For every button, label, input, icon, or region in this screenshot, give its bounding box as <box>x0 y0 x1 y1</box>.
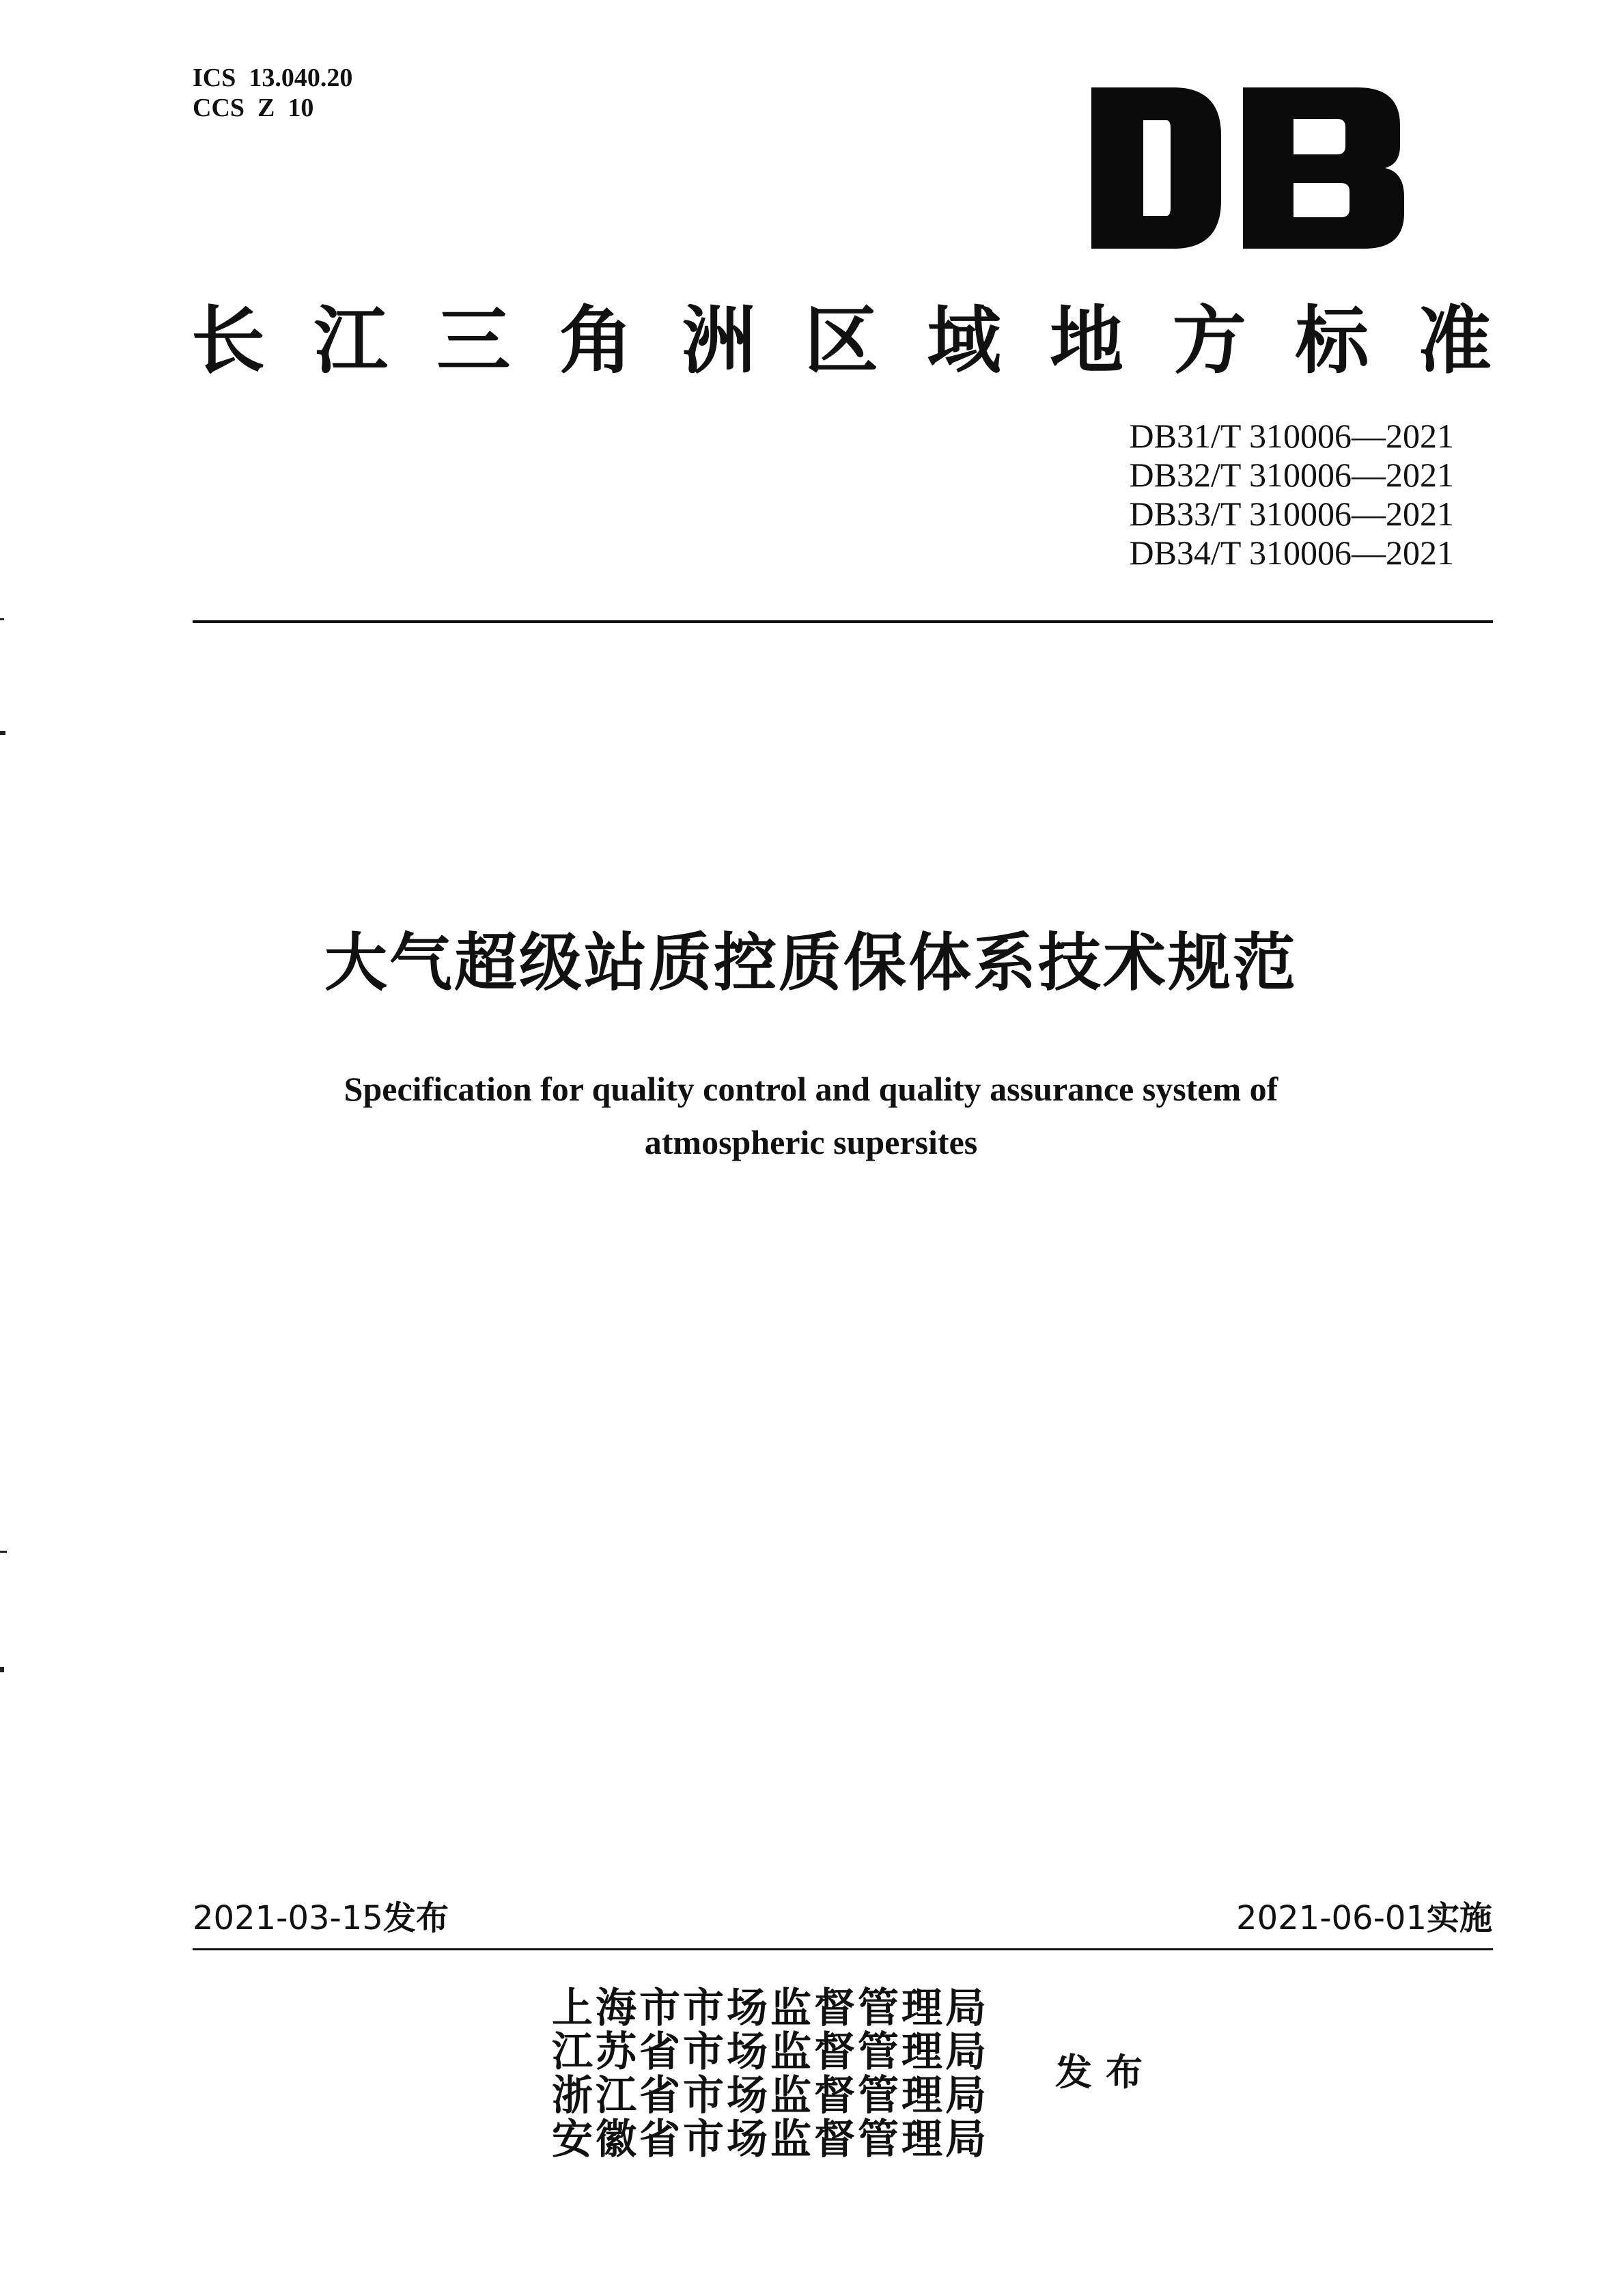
issue-label: 发布 <box>1055 2051 1156 2094</box>
issuer-shanghai: 上海市市场监督管理局 <box>552 1984 989 2032</box>
publish-date-block <box>193 1898 449 1939</box>
scan-mark <box>0 731 5 735</box>
standard-number-db33: DB33/T 310006—2021 <box>1129 495 1454 533</box>
standard-numbers <box>1130 417 1455 572</box>
title-english <box>0 1062 1622 1169</box>
footer-divider <box>193 1948 1493 1950</box>
standard-number-db32: DB32/T 310006—2021 <box>1129 456 1454 494</box>
header-divider <box>193 620 1493 623</box>
scan-mark <box>0 618 4 620</box>
title-english-line-1: Specification for quality control and quality assurance system of <box>344 1070 1278 1108</box>
standard-number-db34: DB34/T 310006—2021 <box>1129 534 1454 572</box>
publish-label: 发布 <box>382 1899 449 1937</box>
standard-number-db31: DB31/T 310006—2021 <box>1129 417 1454 455</box>
series-title-char: 江 <box>313 299 388 384</box>
publish-date: 2021-03-15 <box>193 1899 383 1937</box>
db-logo <box>1091 87 1404 249</box>
classification-codes <box>193 63 352 123</box>
implement-date: 2021-06-01 <box>1236 1899 1427 1937</box>
ics-code: ICS 13.040.20 <box>193 64 353 92</box>
series-title-char: 长 <box>191 299 266 384</box>
issuing-authorities <box>552 1984 989 2163</box>
series-title-char: 方 <box>1172 299 1246 384</box>
series-title-char: 标 <box>1295 299 1369 384</box>
series-title-char: 域 <box>927 299 1001 384</box>
implement-date-block <box>1236 1898 1492 1939</box>
scan-mark <box>0 1551 7 1553</box>
title-chinese: 大气超级站质控质保体系技术规范 <box>324 926 1298 999</box>
series-title-char: 角 <box>559 299 633 384</box>
series-title-char: 准 <box>1417 299 1492 384</box>
issuer-zhejiang: 浙江省市场监督管理局 <box>552 2072 989 2120</box>
series-title-char: 地 <box>1050 299 1124 384</box>
issuer-anhui: 安徽省市场监督管理局 <box>552 2116 989 2163</box>
series-title <box>191 301 1492 383</box>
series-title-char: 三 <box>436 299 511 384</box>
series-title-char: 洲 <box>682 299 756 384</box>
ccs-code: CCS Z 10 <box>193 94 314 122</box>
scan-mark <box>0 1667 4 1672</box>
series-title-char: 区 <box>804 299 878 384</box>
issuer-jiangsu: 江苏省市场监督管理局 <box>552 2028 989 2076</box>
implement-label: 实施 <box>1426 1899 1492 1937</box>
title-english-line-2: atmospheric supersites <box>644 1123 978 1161</box>
